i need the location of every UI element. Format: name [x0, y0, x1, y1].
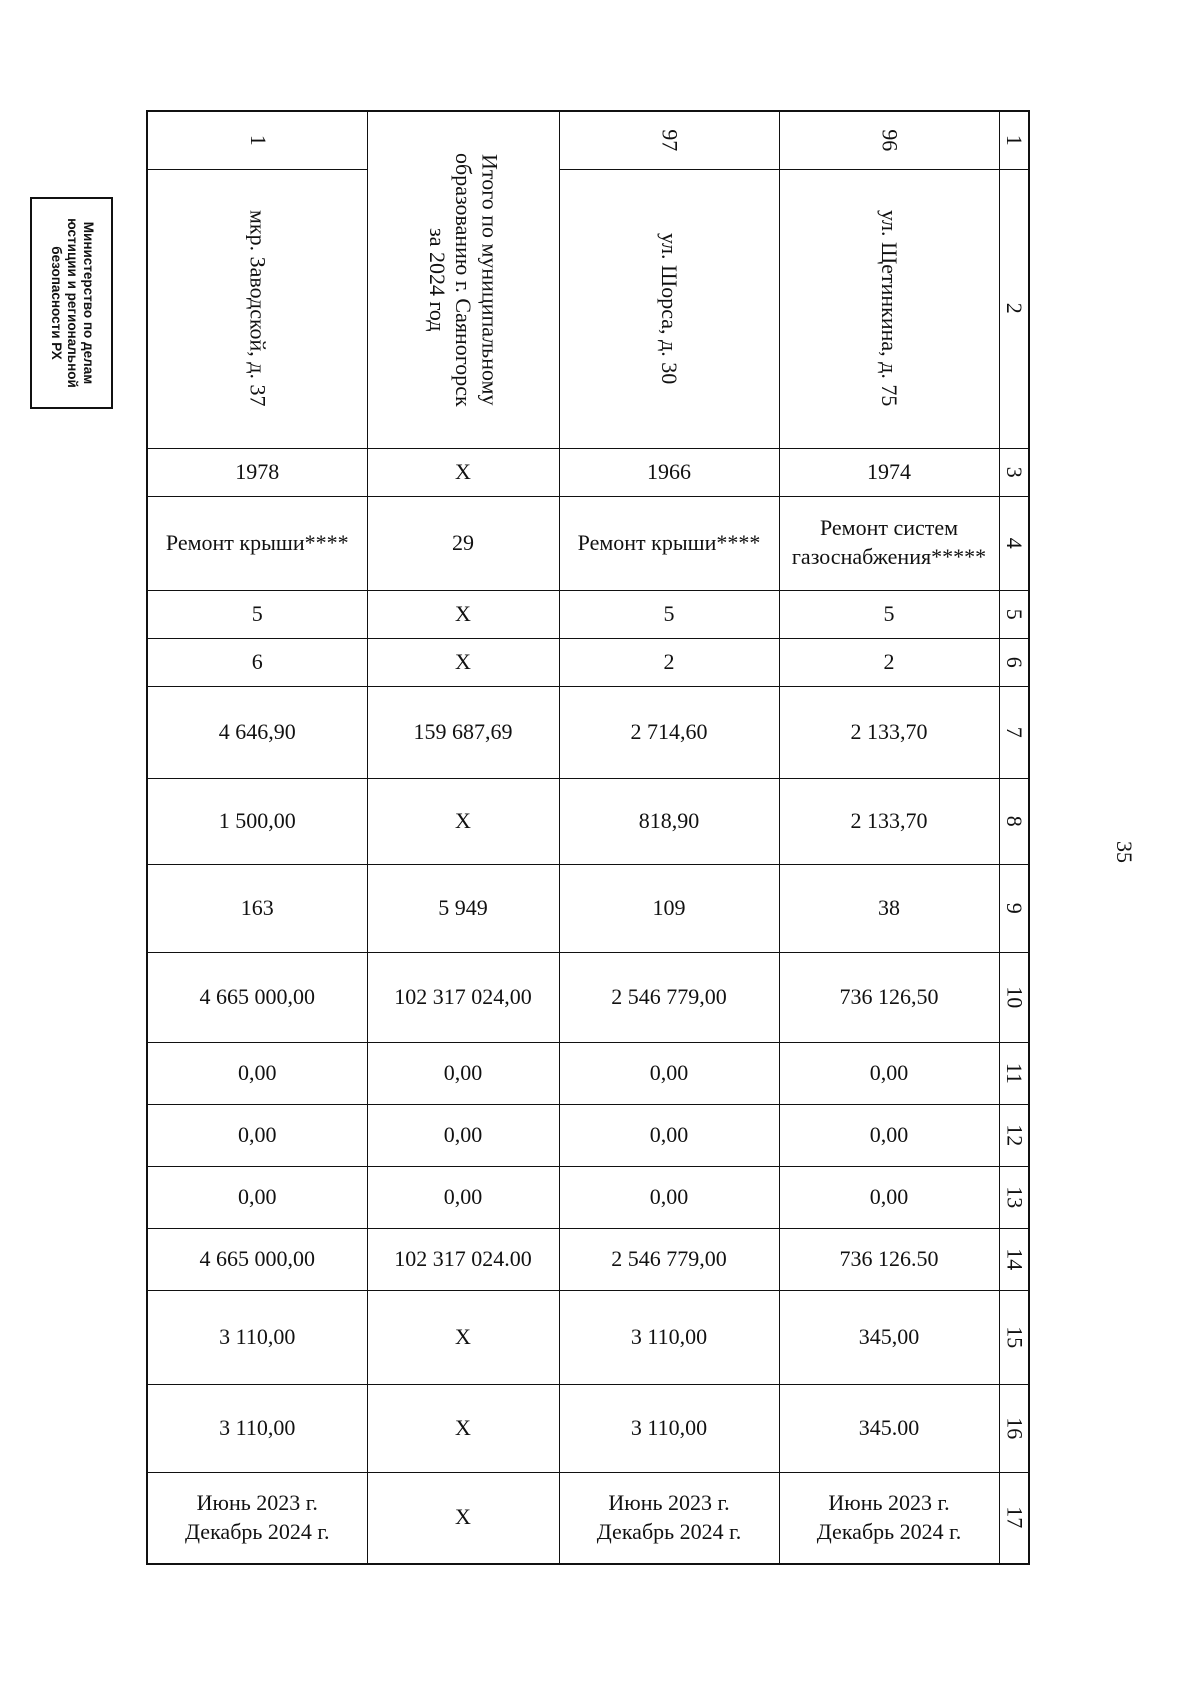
column-number: 9 [1002, 902, 1028, 914]
data-cell: 1978 [147, 448, 367, 496]
data-cell: 5 [147, 590, 367, 638]
column-number-cell [999, 1472, 1029, 1564]
data-cell: 2 546 779,00 [559, 952, 779, 1042]
data-cell: X [367, 590, 559, 638]
data-cell: 736 126,50 [779, 952, 999, 1042]
column-number-cell [999, 778, 1029, 864]
column-number: 10 [1002, 986, 1028, 1008]
stamp-line: Министерство по делам [80, 221, 96, 385]
column-number-cell [999, 638, 1029, 686]
data-cell: 4 646,90 [147, 686, 367, 778]
data-cell: Ремонт крыши**** [559, 496, 779, 590]
column-number-cell [999, 952, 1029, 1042]
column-number: 11 [1002, 1062, 1028, 1084]
column-number-cell [999, 1104, 1029, 1166]
data-cell: 2 [779, 638, 999, 686]
column-number: 12 [1002, 1124, 1028, 1146]
column-number-cell [999, 111, 1029, 169]
stamp-line: безопасности РХ [48, 246, 64, 360]
page-number: 35 [1112, 841, 1137, 863]
data-cell: 5 [559, 590, 779, 638]
data-cell: 6 [147, 638, 367, 686]
address-cell [559, 169, 779, 448]
column-number-cell [999, 1290, 1029, 1384]
column-number: 1 [1002, 134, 1028, 146]
data-cell: 345.00 [779, 1384, 999, 1472]
data-cell: 3 110,00 [147, 1290, 367, 1384]
data-cell: 1 500,00 [147, 778, 367, 864]
data-cell: X [367, 638, 559, 686]
data-cell: 0,00 [559, 1042, 779, 1104]
record-number-cell [147, 111, 367, 169]
data-cell: 2 714,60 [559, 686, 779, 778]
address-text: ул. Щетинкина, д. 75 [877, 210, 903, 407]
record-number-cell [779, 111, 999, 169]
data-cell: Июнь 2023 г. Декабрь 2024 г. [147, 1472, 367, 1564]
column-number: 5 [1002, 608, 1028, 620]
data-cell: 1974 [779, 448, 999, 496]
column-number: 16 [1002, 1417, 1028, 1439]
data-cell: 0,00 [367, 1042, 559, 1104]
data-cell: 0,00 [779, 1166, 999, 1228]
record-number: 96 [877, 129, 903, 152]
data-cell: 0,00 [779, 1104, 999, 1166]
ministry-stamp [30, 197, 113, 409]
column-number-cell [999, 686, 1029, 778]
column-number: 6 [1002, 656, 1028, 668]
column-number: 7 [1002, 726, 1028, 738]
column-number: 14 [1002, 1248, 1028, 1270]
column-number-cell [999, 1384, 1029, 1472]
column-number: 4 [1002, 537, 1028, 549]
data-cell: 0,00 [559, 1104, 779, 1166]
data-cell: 0,00 [147, 1104, 367, 1166]
data-cell: Июнь 2023 г. Декабрь 2024 г. [559, 1472, 779, 1564]
data-cell: 0,00 [147, 1166, 367, 1228]
record-number-cell [559, 111, 779, 169]
record-number: 1 [245, 134, 271, 146]
data-cell: 3 110,00 [559, 1384, 779, 1472]
address-cell [779, 169, 999, 448]
data-cell: 4 665 000,00 [147, 1228, 367, 1290]
data-cell: 0,00 [367, 1104, 559, 1166]
data-cell: X [367, 1472, 559, 1564]
column-number: 13 [1002, 1186, 1028, 1208]
data-cell: 4 665 000,00 [147, 952, 367, 1042]
column-number: 8 [1002, 815, 1028, 827]
column-number-cell [999, 448, 1029, 496]
column-number-cell [999, 1042, 1029, 1104]
data-cell: 2 [559, 638, 779, 686]
data-cell: 2 546 779,00 [559, 1228, 779, 1290]
data-cell: Ремонт крыши**** [147, 496, 367, 590]
data-cell: 2 133,70 [779, 686, 999, 778]
data-cell: 0,00 [559, 1166, 779, 1228]
data-cell: Ремонт систем газоснабжения***** [779, 496, 999, 590]
column-number-cell [999, 1166, 1029, 1228]
column-number-cell [999, 590, 1029, 638]
data-cell: 3 110,00 [147, 1384, 367, 1472]
data-cell: 5 [779, 590, 999, 638]
record-number: 97 [657, 129, 683, 152]
data-cell: 5 949 [367, 864, 559, 952]
data-cell: X [367, 448, 559, 496]
column-number: 2 [1002, 303, 1028, 314]
stamp-line: юстиции и региональной [64, 218, 80, 388]
data-cell: X [367, 778, 559, 864]
column-number: 15 [1002, 1326, 1028, 1348]
address-text: мкр. Заводской, д. 37 [245, 210, 271, 407]
data-cell: 736 126.50 [779, 1228, 999, 1290]
column-number-cell [999, 864, 1029, 952]
repair-table [146, 110, 1030, 1565]
data-cell: 0,00 [367, 1166, 559, 1228]
data-cell: 818,90 [559, 778, 779, 864]
data-cell: 163 [147, 864, 367, 952]
data-cell: 109 [559, 864, 779, 952]
column-number: 3 [1002, 466, 1028, 478]
data-cell: 2 133,70 [779, 778, 999, 864]
column-number-cell [999, 496, 1029, 590]
data-cell: 0,00 [147, 1042, 367, 1104]
address-cell [147, 169, 367, 448]
data-cell: X [367, 1384, 559, 1472]
data-cell: 1966 [559, 448, 779, 496]
data-cell: 29 [367, 496, 559, 590]
data-cell: 3 110,00 [559, 1290, 779, 1384]
data-cell: 345,00 [779, 1290, 999, 1384]
data-cell: Июнь 2023 г. Декабрь 2024 г. [779, 1472, 999, 1564]
data-cell: 102 317 024.00 [367, 1228, 559, 1290]
data-cell: 102 317 024,00 [367, 952, 559, 1042]
total-label: Итого по муниципальному образованию г. Саяногорск за 2024 год [424, 152, 503, 407]
total-label-cell [367, 111, 559, 448]
column-number: 17 [1002, 1506, 1028, 1529]
data-cell: X [367, 1290, 559, 1384]
address-text: ул. Шорса, д. 30 [657, 232, 683, 385]
column-number-cell [999, 169, 1029, 448]
data-cell: 38 [779, 864, 999, 952]
data-cell: 159 687,69 [367, 686, 559, 778]
data-cell: 0,00 [779, 1042, 999, 1104]
column-number-cell [999, 1228, 1029, 1290]
